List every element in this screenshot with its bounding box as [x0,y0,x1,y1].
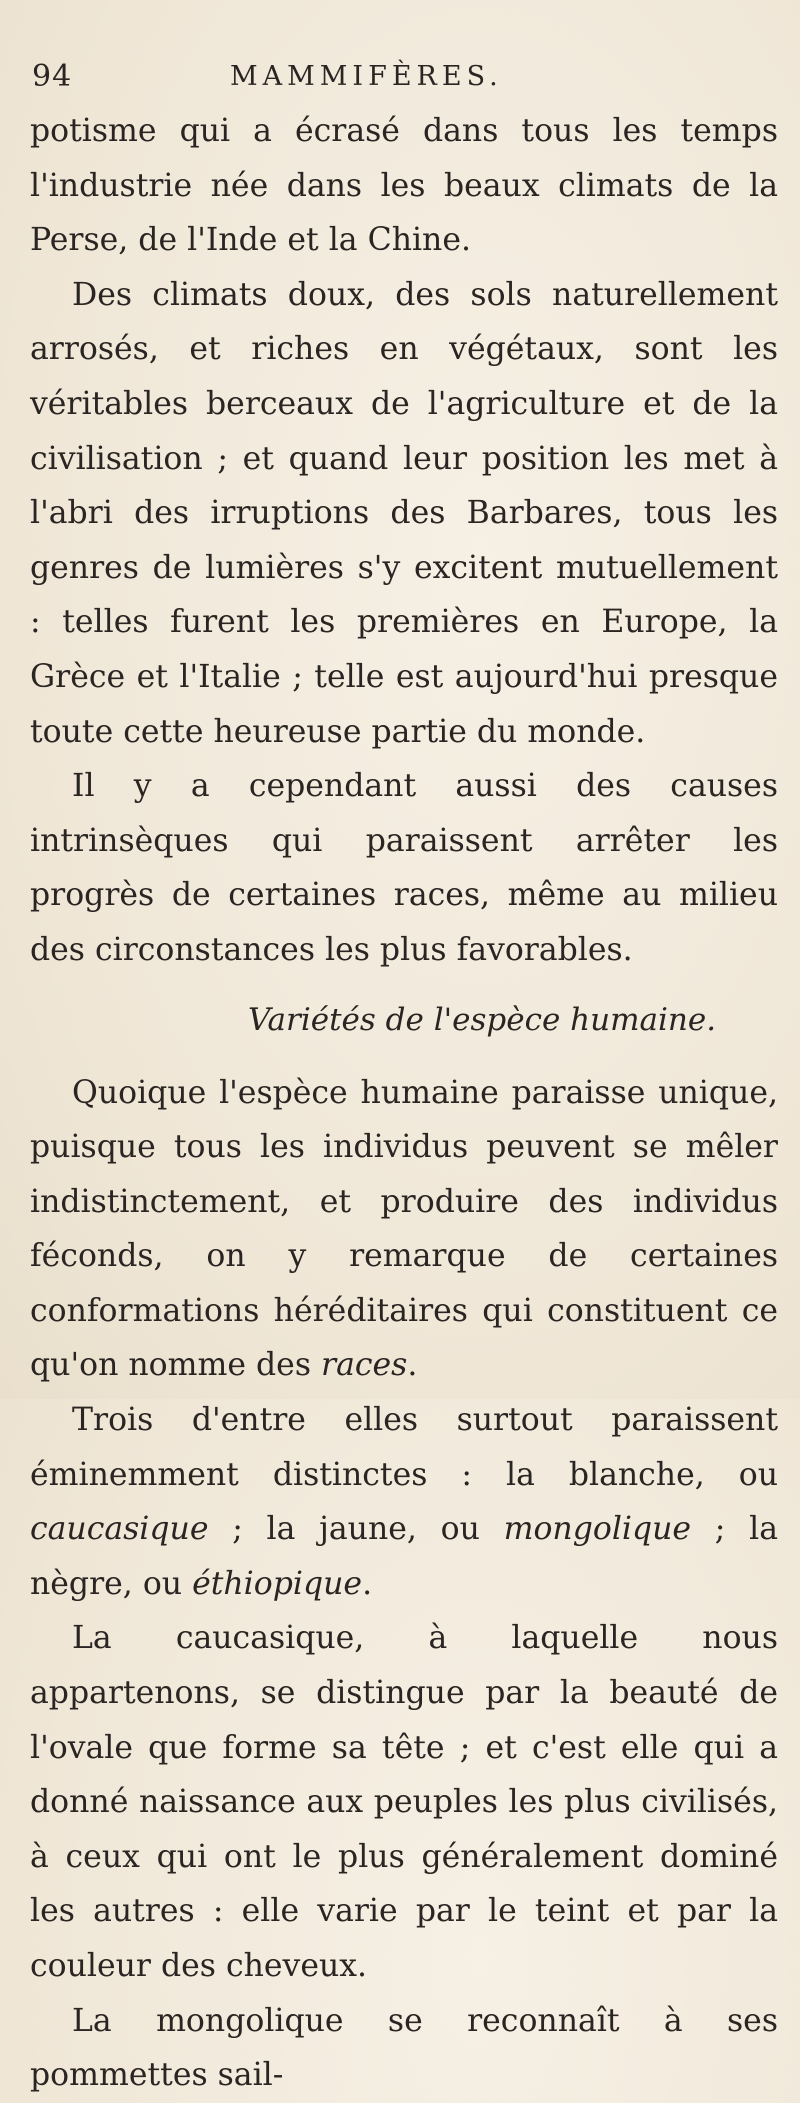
paragraph-races [30,1066,778,1394]
three-races-mid2: ; la nègre, ou [30,1511,778,1602]
three-races-mid1: ; la jaune, ou [208,1511,504,1548]
three-races-end: . [362,1565,373,1602]
section-title: Variétés de l'espèce humaine. [248,1001,717,1038]
paragraph-mongolique: La mongolique se reconnaît à ses pommettes sail- [30,2002,778,2094]
races-text: Quoique l'espèce humaine paraisse unique, puisque tous les individus peuvent se mêler indistinctement, et produire des individus féconds, on y remarque de certaines conformations héréditaires qui constituent ce qu'on nomme des [30,1074,778,1384]
page-header [32,50,778,104]
paragraph-three-races [30,1393,778,1611]
page-number: 94 [32,59,73,94]
paragraph-climates: Des climats doux, des sols naturellement arrosés, et riches en végétaux, sont les véritables berceaux de l'agriculture et de la civilisation ; et quand leur position les met à l'abri des irruptions des Barbares, tous les genres de lumières s'y excitent mutuellement : telles furent les premières en Europe, la Grèce et l'Italie ; telle est aujourd'hui presque toute cette heureuse partie du monde. [30,276,778,750]
running-title: MAMMIFÈRES. [230,61,503,92]
three-races-text: Trois d'entre elles surtout paraissent éminemment distinctes : la blanche, ou [30,1402,778,1493]
races-emphasis: races [321,1347,408,1384]
paragraph-continued: potisme qui a écrasé dans tous les temps l'industrie née dans les beaux climats de la Perse, de l'Inde et la Chine. [30,113,778,259]
body-text [30,104,778,2103]
term-mongolique: mongolique [503,1511,692,1548]
term-caucasique: caucasique [30,1511,209,1548]
paragraph-caucasique: La caucasique, à laquelle nous appartenons, se distingue par la beauté de l'ovale que forme sa tête ; et c'est elle qui a donné naissance aux peuples les plus civilisés, à ceux qui ont le plus généralement dominé les autres : elle varie par le teint et par la couleur des cheveux. [30,1620,778,1984]
paragraph-intrinsic-causes: Il y a cependant aussi des causes intrinsèques qui paraissent arrêter les progrès de certaines races, même au milieu des circonstances les plus favorables. [30,768,778,968]
term-ethiopique: éthiopique [192,1565,363,1602]
races-end: . [407,1347,418,1384]
